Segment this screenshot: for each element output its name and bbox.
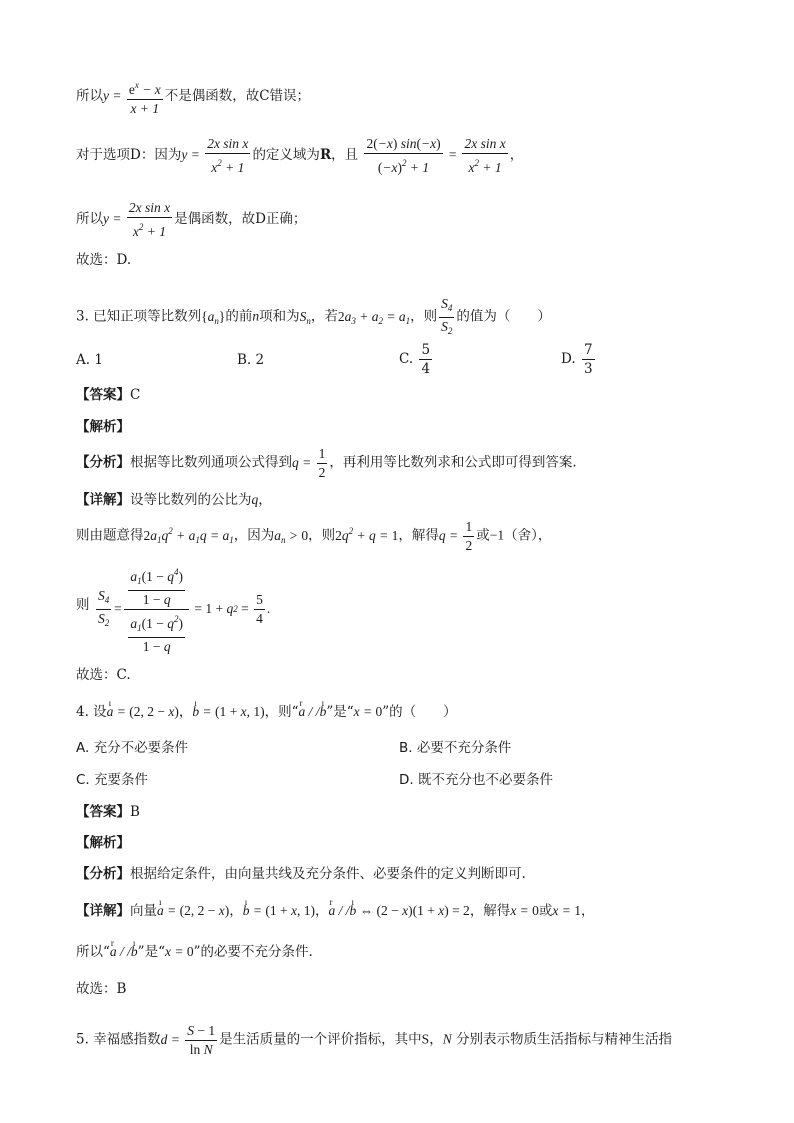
- text: D. 既不充分也不必要条件: [399, 772, 553, 788]
- text: 设: [93, 704, 107, 720]
- formula: $\frac{2(-x) \sin(-x)}{(-x)^2 + 1}$ = $\frac{\text{2x sin x}}{x^2 + 1}$: [366, 136, 506, 175]
- line-not-even: [76, 77, 310, 117]
- text: ，: [509, 147, 524, 164]
- line-option-d: [76, 136, 523, 176]
- text: 的值为（ ）: [456, 308, 551, 325]
- formula: q = $\frac{1}{2}$: [292, 446, 326, 480]
- q3-option-d: [561, 342, 597, 377]
- formula: x = 0: [510, 903, 539, 918]
- text: ，则: [410, 308, 438, 325]
- text: 【详解】: [76, 492, 130, 508]
- formula: n: [252, 308, 260, 324]
- text: 根据等比数列通项公式得到: [130, 454, 292, 471]
- text: ”是“: [137, 944, 165, 960]
- formula: ı a = (2, 2 − x): [107, 704, 179, 719]
- choose-b: [76, 980, 126, 998]
- text: 故选：D.: [76, 252, 132, 268]
- formula: x = 0: [353, 704, 383, 719]
- q4-xiangjie: [76, 902, 595, 920]
- text: B. 必要不充分条件: [399, 740, 512, 756]
- text: 5: [421, 342, 431, 358]
- q3-xiangjie: 【详解】设等比数列的公比为q，: [76, 492, 272, 508]
- text: 【答案】: [76, 804, 130, 820]
- text: 【答案】: [76, 387, 130, 403]
- text: 分别表示物质生活指标与精神生活指: [456, 1031, 672, 1048]
- q4-option-d: [399, 771, 553, 789]
- formula: y = $\frac{e^x - x}{x + 1}$: [103, 88, 165, 103]
- formula: y = $\frac{\text{2x sin x}}{x^2 + 1}$: [181, 136, 249, 175]
- text: ，: [429, 1031, 443, 1048]
- formula: q: [251, 492, 259, 507]
- formula: −1: [489, 527, 505, 543]
- q3-option-c: [399, 342, 434, 377]
- q3-jiexi: [76, 418, 130, 436]
- text: 所以: [76, 211, 103, 228]
- q3-option-b: [237, 351, 264, 369]
- text: 对于选项D：因为: [76, 147, 182, 164]
- q3-fenxi: [76, 446, 577, 481]
- text: 5.: [76, 1031, 94, 1048]
- text: 是偶函数，故D正确；: [174, 211, 307, 228]
- formula: $S_n$: [299, 308, 311, 326]
- formula: S: [421, 1031, 430, 1047]
- text: 【分析】: [76, 866, 130, 882]
- text: 根据给定条件，由向量共线及充分条件、必要条件的定义判断即可.: [130, 866, 526, 882]
- text: 或: [476, 527, 490, 544]
- text: 的前: [225, 308, 253, 325]
- text: B: [130, 804, 140, 820]
- formula: N: [442, 1031, 452, 1047]
- text: 不是偶函数，故C错误；: [164, 88, 311, 105]
- text: ，若: [310, 308, 338, 325]
- formula: $\frac{S_4}{S_2}$: [441, 296, 453, 336]
- text: ，: [314, 903, 329, 919]
- text: ，解得: [398, 527, 439, 544]
- formula: $2a_1q^2 + a_1q = a_1$: [143, 525, 234, 545]
- text: 故选：C.: [76, 667, 131, 683]
- text: 3: [583, 361, 593, 377]
- formula: r a / /ı b ⇔ (2 − x)(1 + x) = 2: [328, 903, 469, 918]
- formula: ı a = (2, 2 − x): [157, 903, 229, 918]
- formula: x = 0: [164, 944, 194, 959]
- text: ，则“: [264, 704, 299, 720]
- q4-answer: [76, 803, 140, 821]
- q4-line2: [76, 943, 313, 961]
- text: ，再利用等比数列求和公式即可得到答案.: [329, 454, 577, 471]
- text: 则由题意得: [76, 527, 144, 544]
- text: 设等比数列的公比为: [130, 492, 252, 508]
- text: 所以: [76, 88, 103, 105]
- q4-fenxi: [76, 865, 526, 883]
- text: 4: [421, 361, 431, 377]
- line-even: [76, 200, 306, 240]
- q3-line3: [76, 560, 271, 654]
- formula: q = $\frac{1}{2}$: [438, 519, 473, 553]
- text: ，且: [331, 147, 359, 164]
- formula: r a / /ı b: [299, 704, 327, 719]
- text: 已知正项等比数列: [93, 308, 202, 325]
- formula: y = $\frac{\text{2x sin x}}{x^2 + 1}$: [103, 200, 171, 239]
- q4-option-b: [399, 739, 511, 757]
- text: 【分析】: [76, 454, 130, 471]
- q4-option-c: [76, 771, 148, 789]
- text: 项和为: [259, 308, 300, 325]
- formula: $\frac{S_4}{S_2}$ = $\frac{\frac{a_1(1 - q^4)}{1 - q}}{\frac{a_1(1 - q^2)}{1 - q}}$ = 1 + q 2 = $\frac{5}{4}$ .: [94, 560, 270, 658]
- text: ，因为: [233, 527, 275, 544]
- q3-line2: [76, 519, 551, 554]
- formula: ı b = (1 + x, 1): [192, 704, 264, 719]
- text: B. 2: [237, 352, 265, 368]
- question-5: [76, 1023, 672, 1058]
- question-4: [76, 703, 457, 721]
- text: 或: [538, 903, 553, 919]
- text: 所以“: [76, 944, 110, 960]
- q4-option-a: [76, 739, 188, 757]
- question-3: [76, 296, 551, 339]
- text: A. 充分不必要条件: [76, 740, 189, 756]
- text: （舍），: [504, 527, 552, 544]
- text: 【解析】: [76, 835, 130, 851]
- text: 3.: [76, 308, 94, 325]
- text: 则: [76, 597, 90, 613]
- formula: $2a_3 + a_2 = a_1$: [337, 308, 411, 326]
- q3-answer: [76, 386, 140, 404]
- text: 故选：B: [76, 981, 127, 997]
- reals-symbol: R: [319, 147, 332, 164]
- formula: $2q^2 + q = 1$: [335, 525, 399, 543]
- text: A. 1: [76, 352, 103, 368]
- text: ”是“: [326, 704, 354, 720]
- text: ，: [581, 903, 595, 919]
- text: 是生活质量的一个评价指标，其中: [219, 1031, 422, 1048]
- formula: d = $\frac{S - 1}{\text{ln N}}$: [160, 1023, 216, 1057]
- formula: $\{a_n\}$: [201, 308, 226, 326]
- text: D.: [561, 351, 576, 367]
- text: C. 充要条件: [76, 772, 149, 788]
- text: 7: [583, 342, 593, 358]
- text: ，: [178, 704, 193, 720]
- text: 【解析】: [76, 419, 130, 435]
- text: ，解得: [469, 903, 511, 919]
- text: ，则: [308, 527, 336, 544]
- q3-option-a: [76, 351, 103, 369]
- text: 向量: [130, 903, 157, 919]
- q4-jiexi: [76, 834, 130, 852]
- text: ”的必要不充分条件.: [193, 944, 313, 960]
- text: 【详解】: [76, 903, 130, 919]
- formula: r a / /ı b: [110, 944, 138, 959]
- choose-d: [76, 251, 131, 269]
- formula: x = 1: [552, 903, 582, 918]
- text: C: [130, 387, 141, 403]
- text: ”的（ ）: [382, 704, 457, 720]
- text: 4.: [76, 704, 94, 720]
- text: C.: [399, 351, 414, 367]
- formula: ı b = (1 + x, 1): [243, 903, 315, 918]
- formula: $a_n > 0$: [274, 527, 309, 545]
- text: 的定义域为: [252, 147, 320, 164]
- choose-c: [76, 666, 131, 684]
- text: 幸福感指数: [93, 1031, 161, 1048]
- text: ，: [229, 903, 243, 919]
